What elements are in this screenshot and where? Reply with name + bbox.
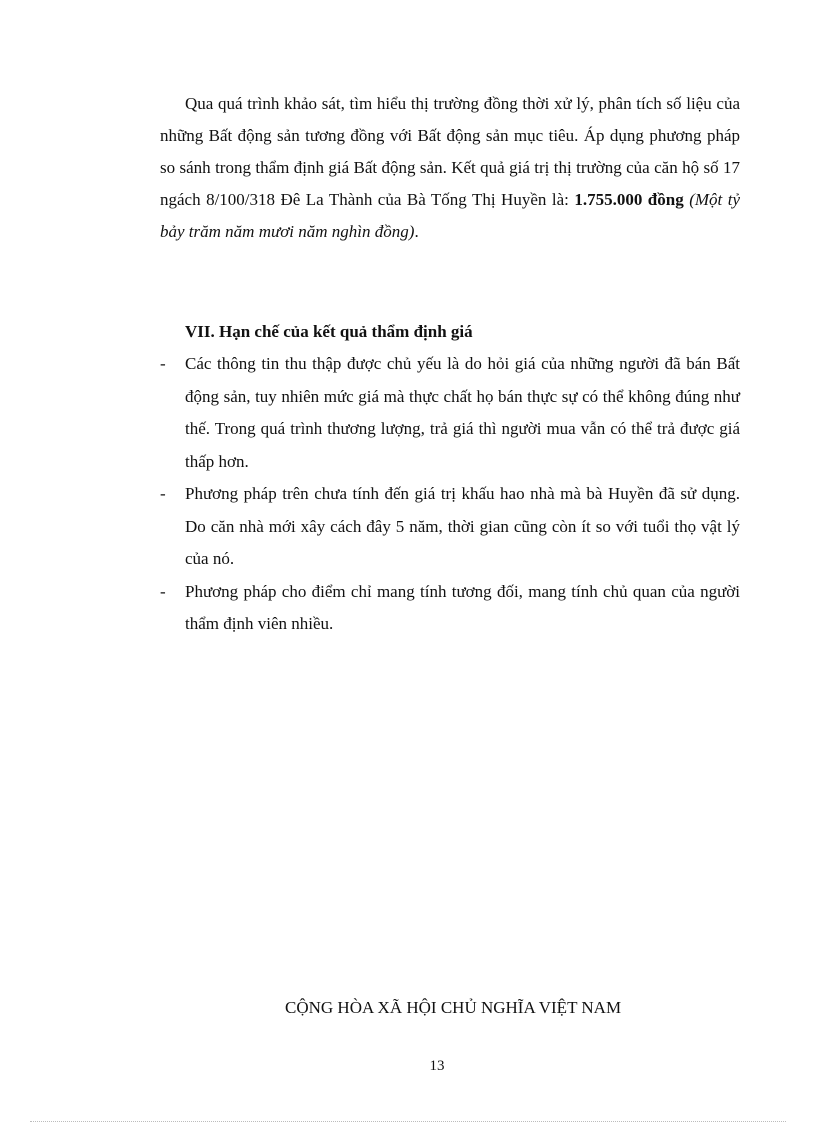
list-item-text: Phương pháp trên chưa tính đến giá trị khấu hao nhà mà bà Huyền đã sử dụng. Do căn nhà mới xây cách đây 5 năm, thời gian cũng còn ít so với tuổi thọ vật lý của nó.	[185, 484, 740, 568]
sentence-end: .	[414, 222, 419, 241]
footer-heading: CỘNG HÒA XÃ HỘI CHỦ NGHĨA VIỆT NAM	[285, 998, 622, 1017]
valuation-amount-words: (Một tỷ bảy trăm năm mươi năm nghìn đồng)	[160, 190, 740, 241]
bullet-marker: -	[160, 581, 166, 601]
conclusion-text: Qua quá trình khảo sát, tìm hiểu thị trường đồng thời xử lý, phân tích số liệu của những Bất động sản tương đồng với Bất động sản mục tiêu. Áp dụng phương pháp so sánh trong thẩm định giá Bất động sản. Kết quả giá trị thị trường của căn hộ số 17 ngách 8/100/318 Đê La Thành của Bà Tống Thị Huyền là:	[160, 94, 740, 209]
list-item-text: Phương pháp cho điểm chỉ mang tính tương đối, mang tính chủ quan của người thẩm định viên nhiều.	[185, 581, 740, 633]
list-item	[160, 576, 740, 641]
page-bottom-border	[30, 1121, 786, 1122]
valuation-amount: 1.755.000 đồng	[574, 190, 684, 209]
list-item	[160, 478, 740, 576]
bullet-marker: -	[160, 354, 166, 373]
bullet-marker: -	[160, 484, 166, 503]
list-item-text: Các thông tin thu thập được chủ yếu là do hỏi giá của những người đã bán Bất động sản, tuy nhiên mức giá mà thực chất họ bán thực sự có thể không đúng như thế. Trong quá trình thương lượng, trả giá thì người mua vẫn có thể trả được giá thấp hơn.	[185, 354, 740, 471]
section-heading: VII. Hạn chế của kết quả thẩm định giá	[185, 322, 473, 341]
limitations-list	[160, 348, 740, 641]
list-item	[160, 348, 740, 478]
conclusion-paragraph	[160, 88, 740, 248]
page-number: 13	[429, 1058, 445, 1074]
